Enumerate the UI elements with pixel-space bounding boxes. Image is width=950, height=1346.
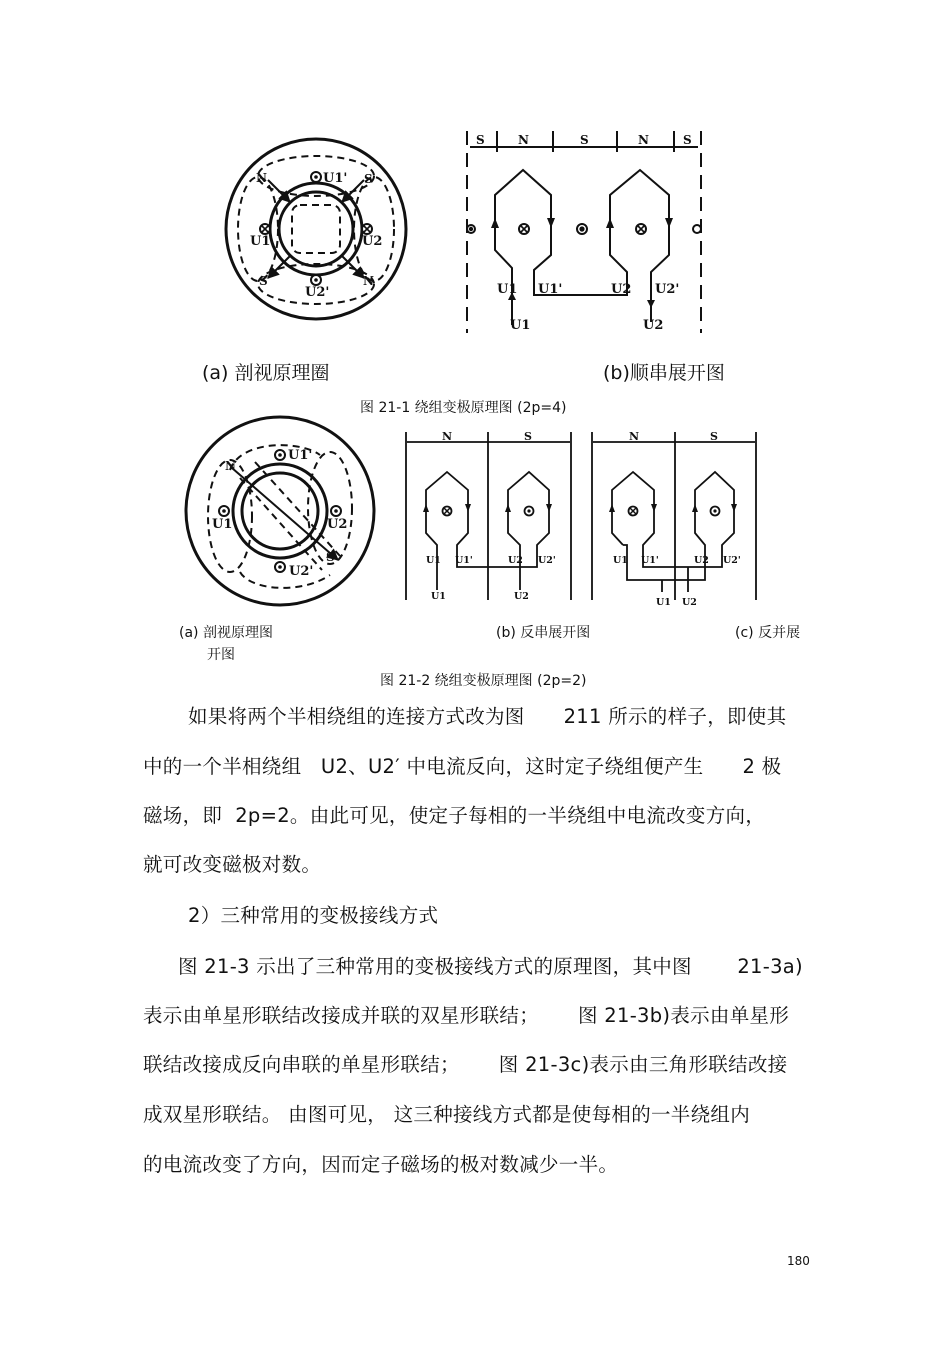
f2c-u1p: U1': [641, 555, 659, 566]
terminal-u1: U1: [497, 282, 518, 297]
label-u1p: U1': [323, 171, 348, 186]
body-p2-line5: 的电流改变了方向，因而定子磁场的极对数减少一半。: [143, 1153, 619, 1176]
body-p1-line2: 中的一个半相绕组 U2、U2′ 中电流反向，这时定子绕组便产生 2 极: [143, 755, 782, 778]
label-u2p: U2': [305, 285, 330, 300]
fig2-sub-b: (b) 反串展开图: [496, 625, 591, 641]
fig1-sub-a: (a) 剖视原理圈: [202, 362, 330, 384]
terminal-u1-in: U1: [510, 318, 531, 333]
label-n2: N: [363, 274, 374, 288]
f2c-u1-in: U1: [656, 597, 671, 608]
terminal-u2-in: U2: [643, 318, 664, 333]
fig1-caption: 图 21-1 绕组变极原理图 (2p=4): [360, 400, 567, 416]
f2b-u1-in: U1: [431, 591, 446, 602]
fig2-caption: 图 21-2 绕组变极原理图 (2p=2): [380, 673, 587, 689]
band-label-5: S: [683, 133, 692, 147]
body-p2-line3: 联结改接成反向串联的单星形联结； 图 21-3c)表示由三角形联结改接: [143, 1053, 788, 1076]
body-p1-line3: 磁场，即 2p=2。由此可见，使定子每相的一半绕组中电流改变方向，: [143, 804, 766, 827]
f2c-u2-in: U2: [682, 597, 697, 608]
f2b-u2-in: U2: [514, 591, 529, 602]
f2-label-u1p: U1': [288, 448, 313, 463]
f2-label-s: S: [326, 550, 335, 564]
f2-label-n: N: [225, 459, 236, 473]
f2b-band-n: N: [442, 430, 453, 443]
f2c-u2p: U2': [723, 555, 741, 566]
label-s1: S: [364, 172, 373, 186]
f2-label-u1: U1: [212, 517, 233, 532]
band-label-1: S: [476, 133, 485, 147]
band-label-3: S: [580, 133, 589, 147]
fig2-sub-c: (c) 反并展: [735, 625, 801, 641]
body-heading: 2）三种常用的变极接线方式: [188, 904, 439, 927]
body-p2-line1: 图 21-3 示出了三种常用的变极接线方式的原理图，其中图 21-3a): [178, 955, 803, 978]
f2c-band-n: N: [629, 430, 640, 443]
label-s2: S: [259, 274, 268, 288]
fig2-sub-a-line2: 开图: [207, 647, 235, 663]
band-label-2: N: [518, 133, 529, 147]
f2b-u1p: U1': [455, 555, 473, 566]
band-label-4: N: [638, 133, 649, 147]
label-n1: N: [256, 171, 267, 185]
label-u1: U1: [250, 234, 271, 249]
terminal-u2: U2: [611, 282, 632, 297]
f2c-band-s: S: [710, 430, 718, 443]
label-u2: U2: [362, 234, 383, 249]
fig1-sub-b: (b)顺串展开图: [603, 362, 725, 384]
f2-label-u2: U2: [327, 517, 348, 532]
body-p2-line2: 表示由单星形联结改接成并联的双星形联结； 图 21-3b)表示由单星形: [143, 1004, 790, 1027]
page-number: 180: [787, 1254, 810, 1268]
f2b-u2: U2: [508, 555, 523, 566]
body-p1-line1: 如果将两个半相绕组的连接方式改为图 211 所示的样子，即使其: [188, 705, 787, 728]
f2c-u1: U1: [613, 555, 628, 566]
fig2-sub-a: (a) 剖视原理图: [179, 625, 273, 641]
body-p1-line4: 就可改变磁极对数。: [143, 853, 322, 876]
f2c-u2: U2: [694, 555, 709, 566]
f2b-u2p: U2': [538, 555, 556, 566]
body-p2-line4: 成双星形联结。 由图可见， 这三种接线方式都是使每相的一半绕组内: [143, 1103, 750, 1126]
terminal-u2p: U2': [655, 282, 680, 297]
f2b-band-s: S: [524, 430, 532, 443]
terminal-u1p: U1': [538, 282, 563, 297]
f2-label-u2p: U2': [289, 564, 314, 579]
f2b-u1: U1: [426, 555, 441, 566]
